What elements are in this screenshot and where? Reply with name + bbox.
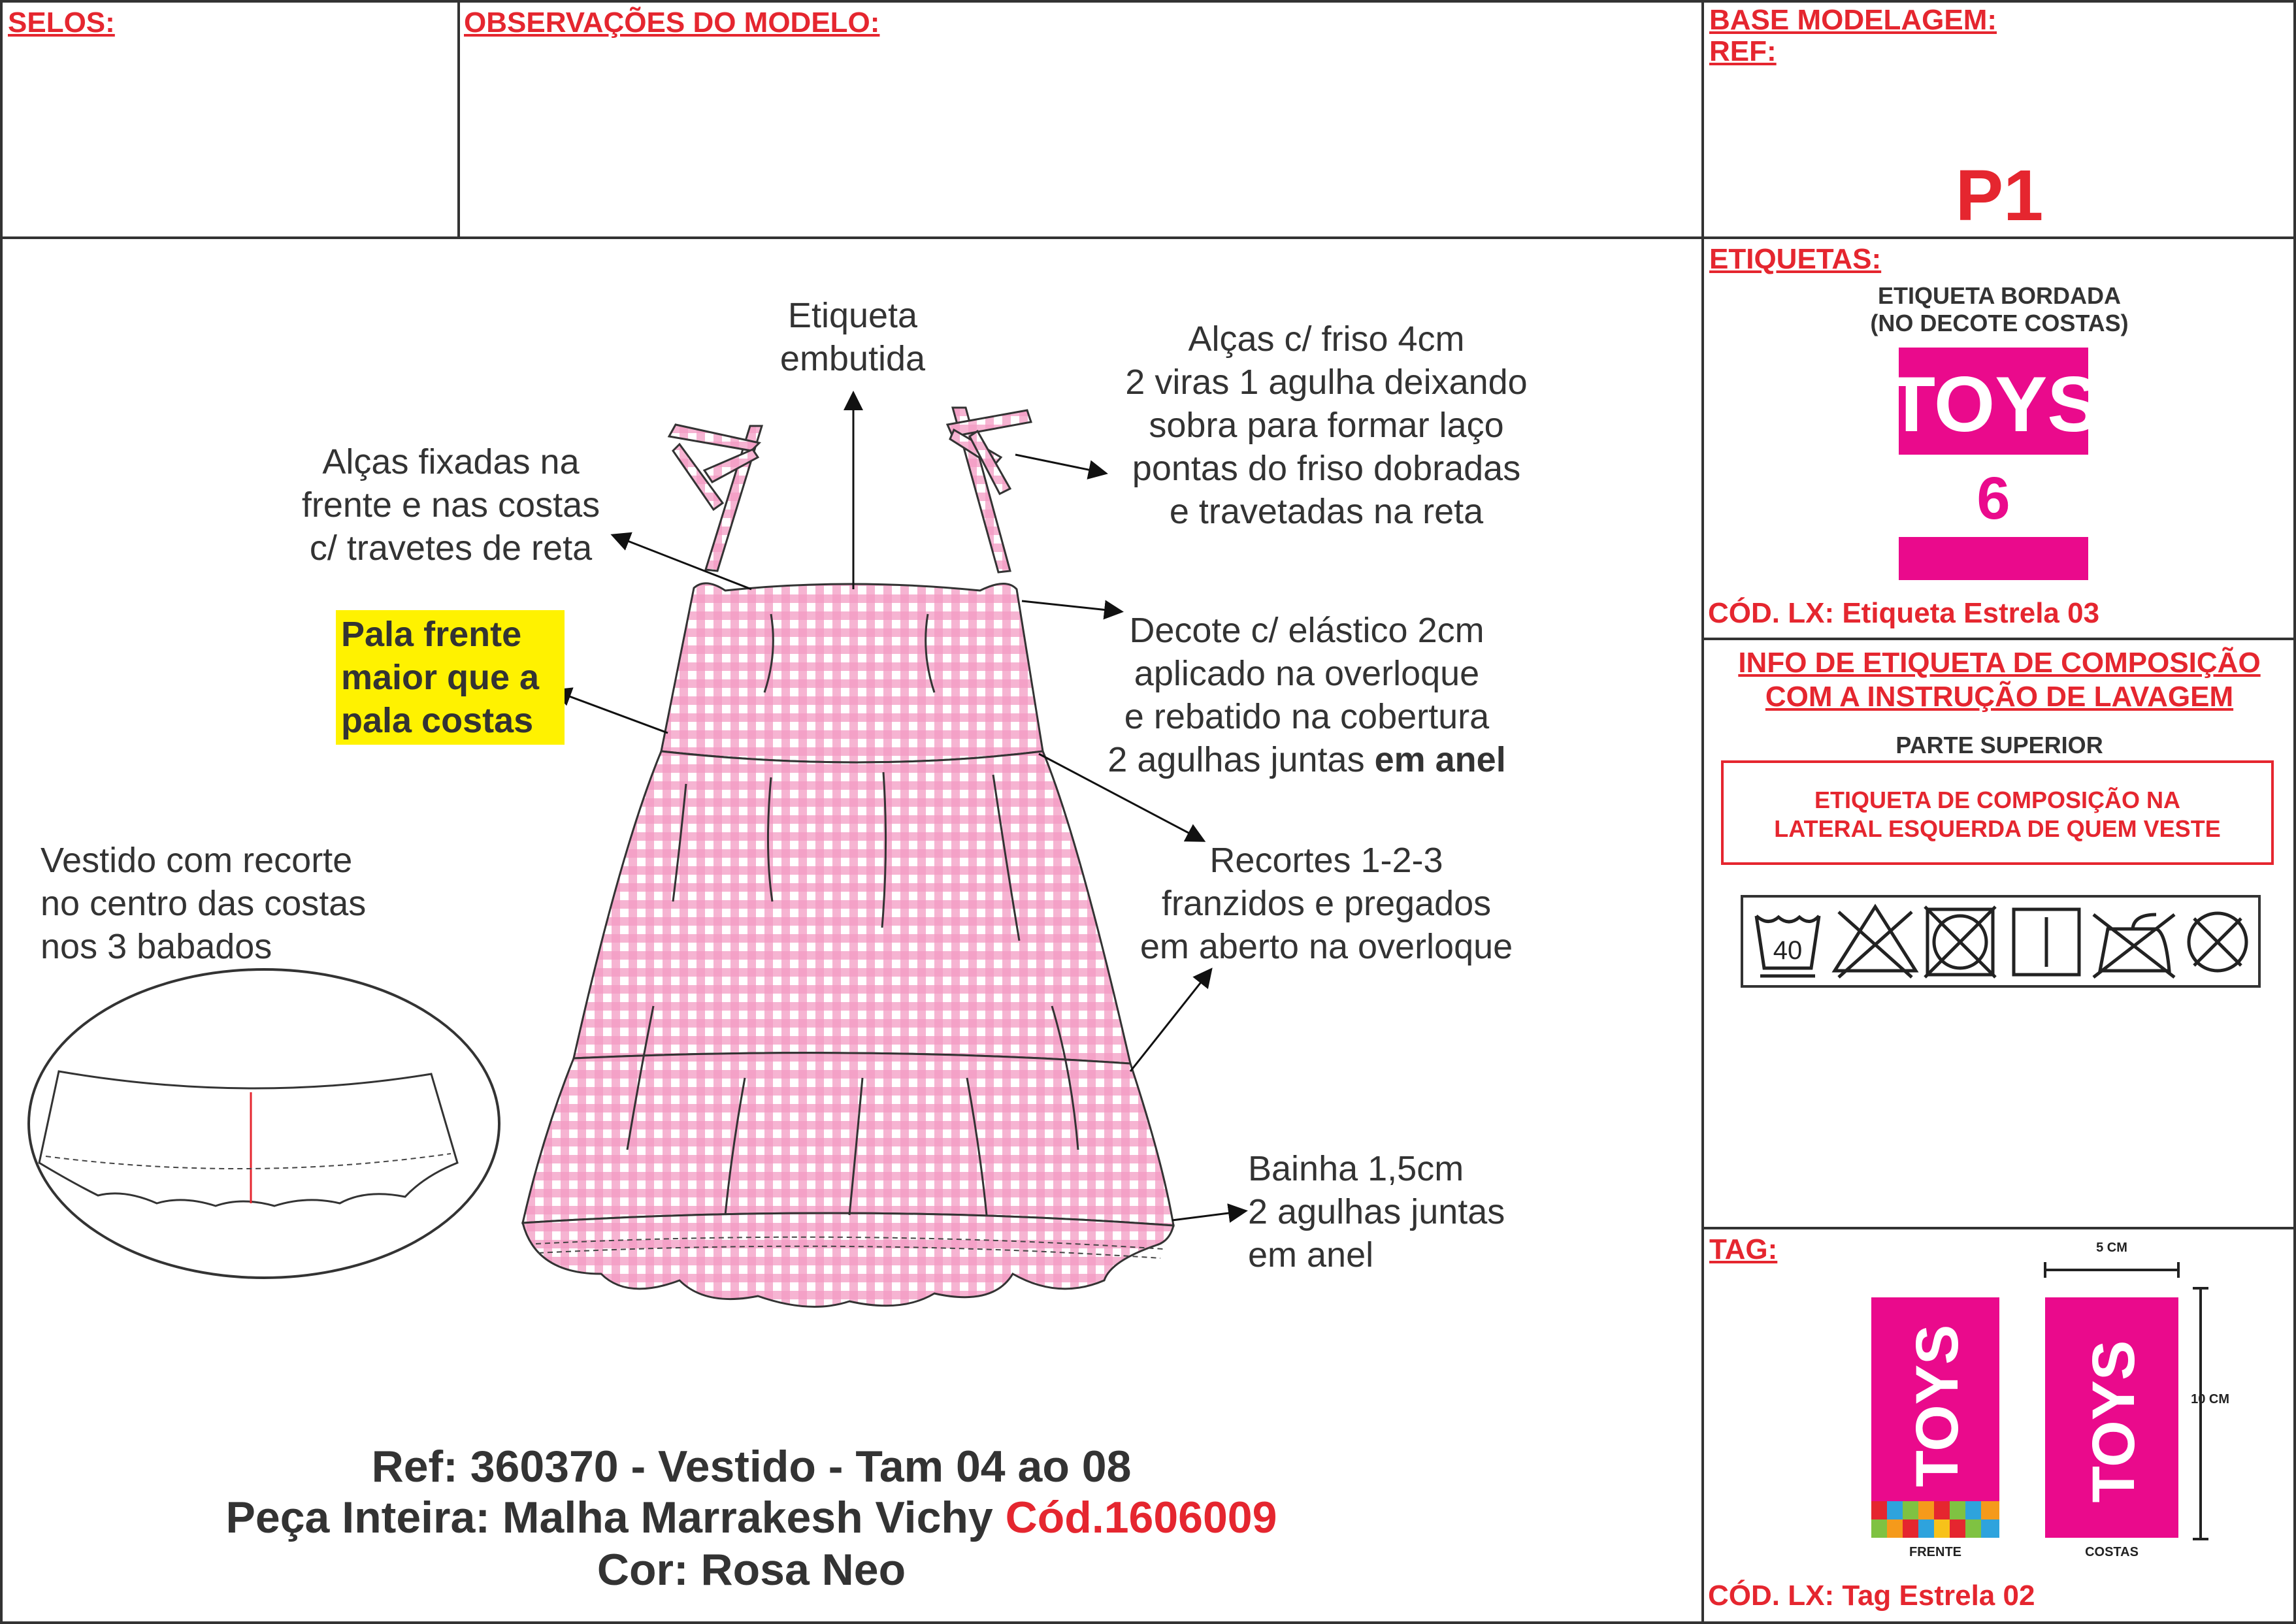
footer-peca — [131, 1492, 1372, 1543]
tag-cod-lx: CÓD. LX: Tag Estrela 02 — [1708, 1580, 2035, 1612]
composicao-box-line1: ETIQUETA DE COMPOSIÇÃO NA — [1814, 787, 2181, 813]
back-seam-detail — [29, 969, 499, 1278]
tag-back — [2045, 1297, 2178, 1538]
composicao-title-2: COM A INSTRUÇÃO DE LAVAGEM — [1765, 681, 2234, 713]
care-symbols-strip — [1741, 895, 2261, 988]
etiquetas-label: ETIQUETAS: — [1709, 243, 1882, 275]
composicao-box-line2: LATERAL ESQUERDA DE QUEM VESTE — [1774, 815, 2221, 842]
dress-hem — [523, 1213, 1173, 1307]
note-alcas-friso: Alças c/ friso 4cm 2 viras 1 agulha deixando sobra para formar laço pontas do friso dobradas e travetadas na reta — [1125, 319, 1528, 531]
tag-graphic — [1856, 1232, 2229, 1572]
observacoes-label: OBSERVAÇÕES DO MODELO: — [464, 7, 880, 39]
svg-text:40: 40 — [1773, 936, 1803, 965]
note-decote-text: Decote c/ elástico 2cm aplicado na overloque e rebatido na cobertura 2 agulhas juntas — [1107, 611, 1490, 779]
footer-peca-text: Peça Inteira: Malha Marrakesh Vichy — [225, 1493, 1006, 1542]
ref-label: REF: — [1709, 35, 1777, 67]
note-alcas-fixadas: Alças fixadas na frente e nas costas c/ travetes de reta — [301, 442, 600, 568]
tag-back-label: COSTAS — [2085, 1545, 2139, 1559]
note-etiqueta-embutida: Etiqueta embutida — [779, 296, 926, 378]
footer-cod: Cód.1606009 — [1005, 1493, 1277, 1542]
embroidered-label-graphic — [1887, 348, 2100, 581]
svg-text:TOYS: TOYS — [1904, 1324, 1971, 1487]
base-modelagem-label: BASE MODELAGEM: — [1709, 4, 1997, 36]
tag-front — [1871, 1297, 1999, 1538]
dress-straps — [669, 408, 1031, 572]
note-decote-bold: em anel — [1374, 740, 1506, 779]
selos-label: SELOS: — [8, 7, 115, 39]
tag-label: TAG: — [1709, 1233, 1778, 1265]
no-tumble-dry-icon — [1925, 907, 1995, 977]
tag-height-label: 10 CM — [2191, 1392, 2229, 1406]
dress-tier-2 — [523, 1053, 1173, 1226]
composicao-title-1: INFO DE ETIQUETA DE COMPOSIÇÃO — [1738, 647, 2261, 679]
footer-cor: Cor: Rosa Neo — [597, 1545, 906, 1595]
note-vestido-recorte: Vestido com recorte no centro das costas nos 3 babados — [41, 841, 367, 966]
size-code: P1 — [1955, 155, 2044, 236]
parte-superior: PARTE SUPERIOR — [1895, 732, 2103, 758]
note-bainha: Bainha 1,5cm 2 agulhas juntas em anel — [1248, 1149, 1505, 1275]
note-decote — [1072, 566, 1542, 781]
etiqueta-line1: ETIQUETA BORDADA — [1878, 282, 2121, 309]
label-size-number: 6 — [1976, 465, 2010, 532]
note-recortes: Recortes 1-2-3 franzidos e pregados em aberto na overloque — [1140, 841, 1513, 966]
label-brand: TOYS — [1887, 361, 2100, 448]
svg-text:TOYS: TOYS — [2080, 1340, 2147, 1503]
tag-front-label: FRENTE — [1909, 1545, 1961, 1559]
etiqueta-cod-lx: CÓD. LX: Etiqueta Estrela 03 — [1708, 597, 2100, 629]
footer-ref: Ref: 360370 - Vestido - Tam 04 ao 08 — [371, 1442, 1132, 1491]
tag-width-label: 5 CM — [2096, 1241, 2127, 1255]
etiqueta-line2: (NO DECOTE COSTAS) — [1870, 310, 2129, 336]
dress-tier-1 — [574, 751, 1130, 1064]
note-pala: Pala frente maior que a pala costas — [336, 610, 565, 745]
dress-yoke — [661, 583, 1043, 762]
